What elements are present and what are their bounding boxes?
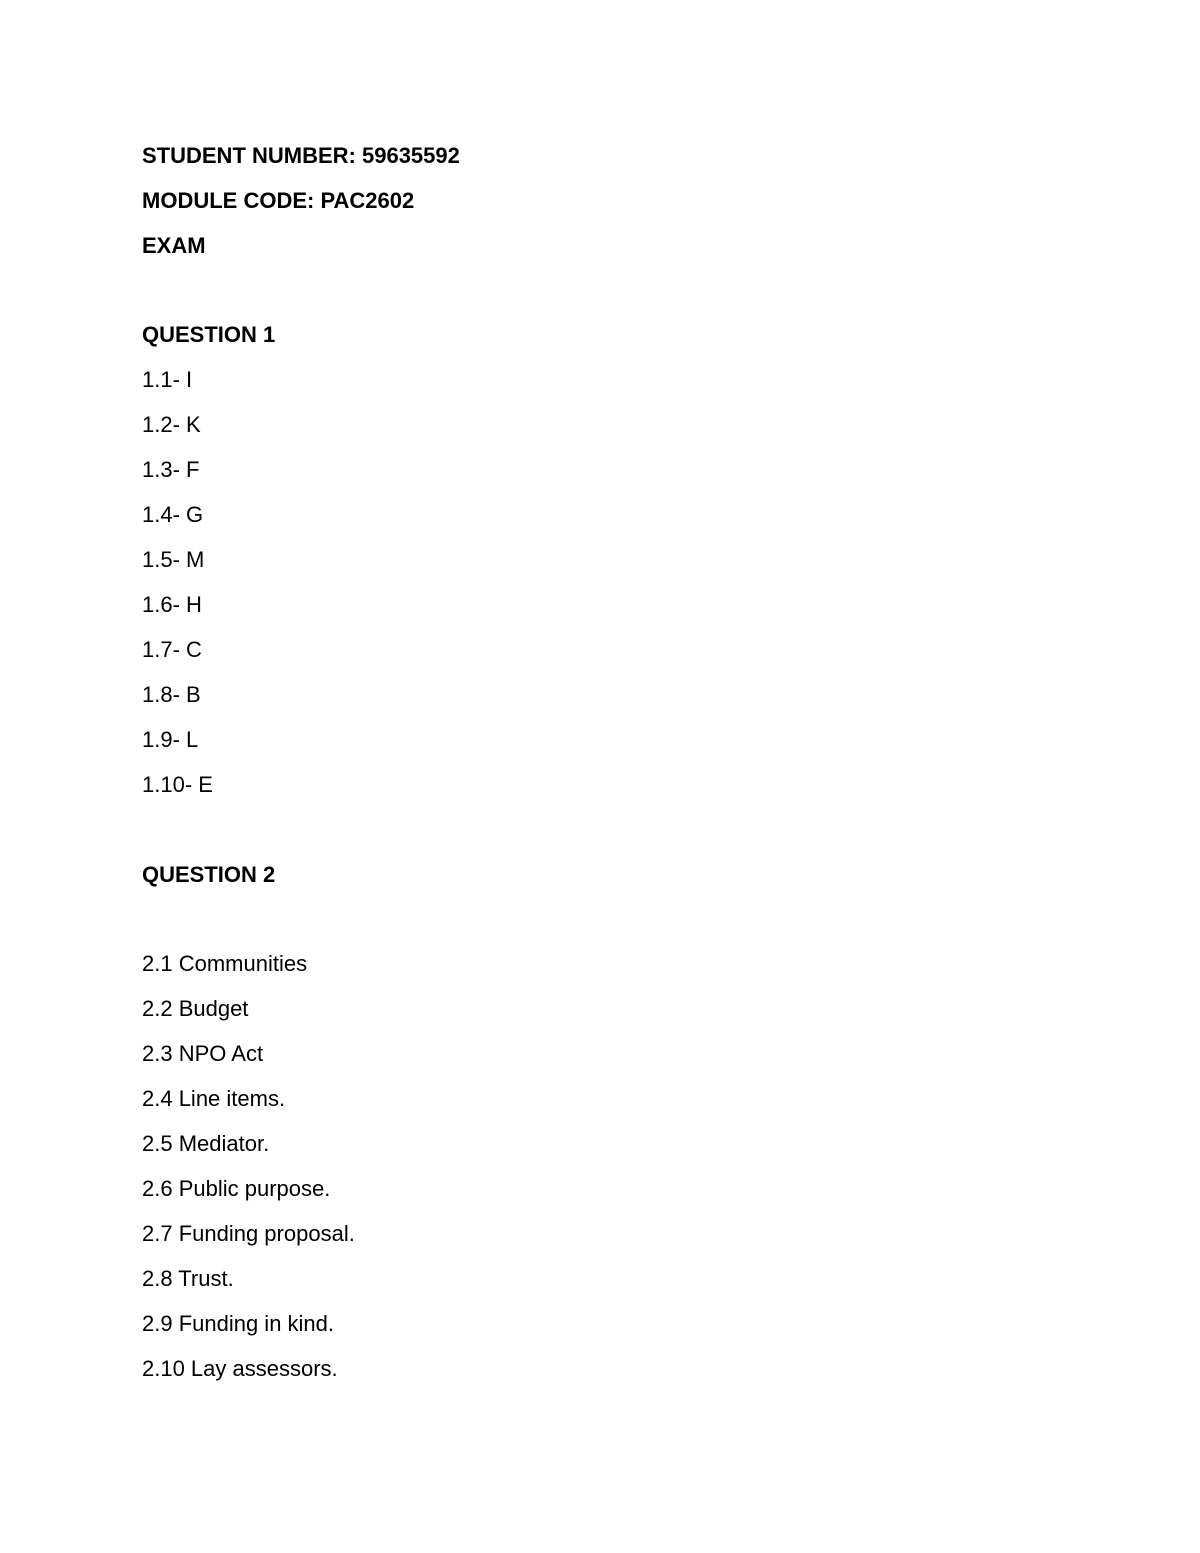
q1-answer-5: 1.5- M [142,547,205,572]
q1-answer-10: 1.10- E [142,772,213,797]
q1-answer-8: 1.8- B [142,682,201,707]
q1-answer-1: 1.1- I [142,367,193,392]
q2-answer-2: 2.2 Budget [142,996,249,1021]
q1-answer-3: 1.3- F [142,457,200,482]
q1-answer-9: 1.9- L [142,727,199,752]
q2-answer-3: 2.3 NPO Act [142,1041,264,1066]
q2-answer-8: 2.8 Trust. [142,1266,234,1291]
q2-answer-5: 2.5 Mediator. [142,1131,270,1156]
q2-answer-9: 2.9 Funding in kind. [142,1311,335,1336]
q2-answer-1: 2.1 Communities [142,951,308,976]
q1-answer-2: 1.2- K [142,412,201,437]
q1-answer-4: 1.4- G [142,502,204,527]
q2-answer-7: 2.7 Funding proposal. [142,1221,355,1246]
q1-answer-6: 1.6- H [142,592,202,617]
q2-answer-6: 2.6 Public purpose. [142,1176,331,1201]
q1-answer-7: 1.7- C [142,637,202,662]
question-2-heading: QUESTION 2 [142,862,276,887]
q2-answer-10: 2.10 Lay assessors. [142,1356,338,1381]
module-code: MODULE CODE: PAC2602 [142,188,415,213]
q2-answer-4: 2.4 Line items. [142,1086,286,1111]
student-number: STUDENT NUMBER: 59635592 [142,143,460,168]
question-1-heading: QUESTION 1 [142,322,276,347]
exam-label: EXAM [142,233,206,258]
